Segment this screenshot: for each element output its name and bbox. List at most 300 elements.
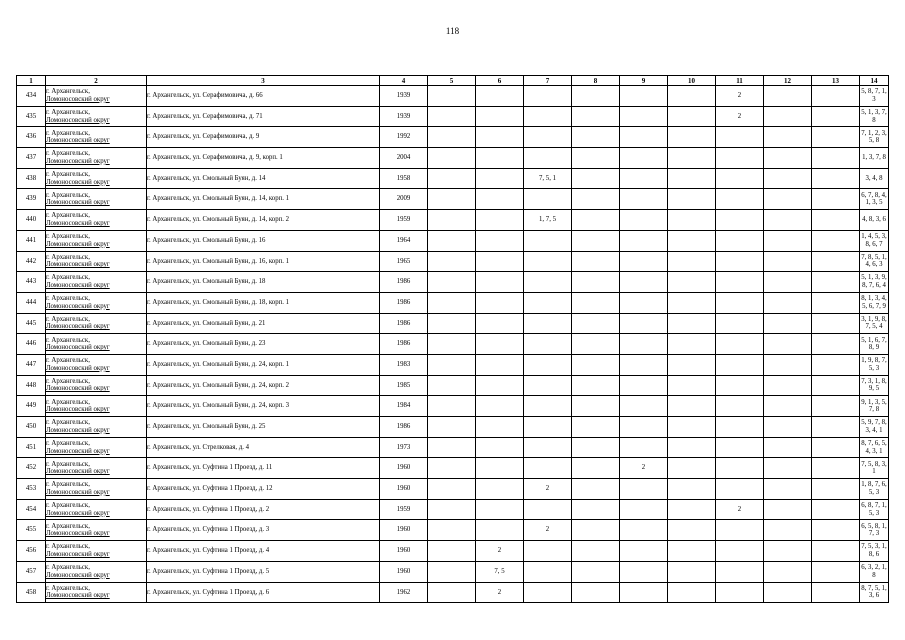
district-name: Ломоносовский округ <box>46 282 110 290</box>
district-cell <box>46 86 147 107</box>
column-header: 7 <box>524 76 572 86</box>
codes-cell: 1, 4, 5, 3, 8, 6, 7 <box>860 230 889 251</box>
column-header: 11 <box>716 76 764 86</box>
value-cell-c6 <box>476 148 524 169</box>
year-cell: 1960 <box>380 479 428 500</box>
district-name: Ломоносовский округ <box>46 219 110 227</box>
district-city: г. Архангельск, <box>46 564 90 572</box>
column-header: 12 <box>764 76 812 86</box>
value-cell-c5 <box>428 334 476 355</box>
value-cell-c9 <box>620 272 668 293</box>
district-cell <box>46 210 147 231</box>
value-cell-c11 <box>716 520 764 541</box>
district-name: Ломоносовский округ <box>46 364 110 372</box>
value-cell-c10 <box>668 541 716 562</box>
value-cell-c10 <box>668 582 716 603</box>
codes-cell: 3, 4, 8 <box>860 168 889 189</box>
value-cell-c7 <box>524 437 572 458</box>
value-cell-c7 <box>524 541 572 562</box>
district-city: г. Архангельск, <box>46 295 90 303</box>
value-cell-c9: 2 <box>620 458 668 479</box>
value-cell-c13 <box>812 354 860 375</box>
row-number-cell: 438 <box>17 168 46 189</box>
value-cell-c8 <box>572 106 620 127</box>
value-cell-c11 <box>716 458 764 479</box>
value-cell-c13 <box>812 251 860 272</box>
row-number-cell: 456 <box>17 541 46 562</box>
value-cell-c7 <box>524 334 572 355</box>
value-cell-c11 <box>716 127 764 148</box>
value-cell-c13 <box>812 230 860 251</box>
year-cell: 1973 <box>380 437 428 458</box>
district-city: г. Архангельск, <box>46 274 90 282</box>
row-number-cell: 445 <box>17 313 46 334</box>
column-header: 3 <box>147 76 380 86</box>
value-cell-c8 <box>572 396 620 417</box>
value-cell-c12 <box>764 499 812 520</box>
row-number-cell: 434 <box>17 86 46 107</box>
district-city: г. Архангельск, <box>46 212 90 220</box>
value-cell-c11 <box>716 561 764 582</box>
district-city: г. Архангельск, <box>46 584 90 592</box>
value-cell-c8 <box>572 127 620 148</box>
district-cell <box>46 458 147 479</box>
value-cell-c12 <box>764 86 812 107</box>
value-cell-c11 <box>716 541 764 562</box>
value-cell-c5 <box>428 499 476 520</box>
value-cell-c10 <box>668 479 716 500</box>
table-row <box>17 127 889 148</box>
year-cell: 1962 <box>380 582 428 603</box>
codes-cell: 6, 5, 8, 1, 7, 3 <box>860 520 889 541</box>
address-cell: г. Архангельск, ул. Серафимовича, д. 9, корп. 1 <box>147 148 380 169</box>
district-name: Ломоносовский округ <box>46 116 110 124</box>
district-name: Ломоносовский округ <box>46 240 110 248</box>
value-cell-c9 <box>620 168 668 189</box>
address-cell: г. Архангельск, ул. Смольный Буян, д. 16 <box>147 230 380 251</box>
value-cell-c5 <box>428 127 476 148</box>
table-row <box>17 86 889 107</box>
value-cell-c12 <box>764 106 812 127</box>
value-cell-c5 <box>428 168 476 189</box>
address-cell: г. Архангельск, ул. Смольный Буян, д. 14, корп. 1 <box>147 189 380 210</box>
value-cell-c12 <box>764 437 812 458</box>
codes-cell: 8, 1, 3, 4, 5, 6, 7, 9 <box>860 292 889 313</box>
value-cell-c11 <box>716 479 764 500</box>
value-cell-c13 <box>812 520 860 541</box>
value-cell-c7 <box>524 106 572 127</box>
value-cell-c11 <box>716 251 764 272</box>
value-cell-c6 <box>476 230 524 251</box>
value-cell-c10 <box>668 313 716 334</box>
value-cell-c5 <box>428 458 476 479</box>
value-cell-c5 <box>428 313 476 334</box>
value-cell-c7 <box>524 375 572 396</box>
value-cell-c13 <box>812 106 860 127</box>
value-cell-c13 <box>812 479 860 500</box>
column-header: 6 <box>476 76 524 86</box>
value-cell-c10 <box>668 499 716 520</box>
row-number-cell: 440 <box>17 210 46 231</box>
row-number-cell: 447 <box>17 354 46 375</box>
value-cell-c8 <box>572 417 620 438</box>
district-name: Ломоносовский округ <box>46 488 110 496</box>
value-cell-c5 <box>428 189 476 210</box>
value-cell-c7 <box>524 148 572 169</box>
row-number-cell: 446 <box>17 334 46 355</box>
value-cell-c10 <box>668 561 716 582</box>
value-cell-c5 <box>428 479 476 500</box>
address-cell: г. Архангельск, ул. Суфтина 1 Проезд, д. 11 <box>147 458 380 479</box>
value-cell-c7 <box>524 354 572 375</box>
value-cell-c8 <box>572 582 620 603</box>
row-number-cell: 435 <box>17 106 46 127</box>
value-cell-c11: 2 <box>716 106 764 127</box>
table-row <box>17 458 889 479</box>
value-cell-c11 <box>716 417 764 438</box>
address-cell: г. Архангельск, ул. Серафимовича, д. 9 <box>147 127 380 148</box>
row-number-cell: 455 <box>17 520 46 541</box>
codes-cell: 7, 5, 3, 1, 8, 6 <box>860 541 889 562</box>
value-cell-c10 <box>668 272 716 293</box>
row-number-cell: 443 <box>17 272 46 293</box>
district-cell <box>46 479 147 500</box>
address-cell: г. Архангельск, ул. Суфтина 1 Проезд, д. 12 <box>147 479 380 500</box>
table-row <box>17 230 889 251</box>
value-cell-c11 <box>716 313 764 334</box>
district-cell <box>46 561 147 582</box>
value-cell-c13 <box>812 313 860 334</box>
value-cell-c12 <box>764 541 812 562</box>
value-cell-c8 <box>572 375 620 396</box>
value-cell-c7 <box>524 582 572 603</box>
address-cell: г. Архангельск, ул. Смольный Буян, д. 25 <box>147 417 380 438</box>
value-cell-c13 <box>812 189 860 210</box>
codes-cell: 8, 7, 6, 5, 4, 3, 1 <box>860 437 889 458</box>
row-number-cell: 452 <box>17 458 46 479</box>
year-cell: 1984 <box>380 396 428 417</box>
district-city: г. Архангельск, <box>46 253 90 261</box>
value-cell-c12 <box>764 292 812 313</box>
value-cell-c13 <box>812 168 860 189</box>
district-city: г. Архангельск, <box>46 357 90 365</box>
value-cell-c9 <box>620 437 668 458</box>
district-cell <box>46 396 147 417</box>
district-cell <box>46 106 147 127</box>
address-cell: г. Архангельск, ул. Суфтина 1 Проезд, д. 4 <box>147 541 380 562</box>
value-cell-c13 <box>812 437 860 458</box>
value-cell-c8 <box>572 458 620 479</box>
register-table <box>16 75 889 603</box>
district-city: г. Архангельск, <box>46 398 90 406</box>
year-cell: 1986 <box>380 272 428 293</box>
value-cell-c10 <box>668 396 716 417</box>
value-cell-c7 <box>524 313 572 334</box>
value-cell-c9 <box>620 230 668 251</box>
district-cell <box>46 499 147 520</box>
value-cell-c8 <box>572 230 620 251</box>
district-name: Ломоносовский округ <box>46 447 110 455</box>
value-cell-c8 <box>572 313 620 334</box>
district-city: г. Архангельск, <box>46 377 90 385</box>
value-cell-c8 <box>572 334 620 355</box>
value-cell-c11 <box>716 334 764 355</box>
value-cell-c12 <box>764 334 812 355</box>
value-cell-c6 <box>476 313 524 334</box>
value-cell-c6 <box>476 292 524 313</box>
address-cell: г. Архангельск, ул. Смольный Буян, д. 24, корп. 1 <box>147 354 380 375</box>
codes-cell: 1, 9, 8, 7, 5, 3 <box>860 354 889 375</box>
value-cell-c6: 7, 5 <box>476 561 524 582</box>
value-cell-c13 <box>812 334 860 355</box>
table-row <box>17 313 889 334</box>
address-cell: г. Архангельск, ул. Смольный Буян, д. 18, корп. 1 <box>147 292 380 313</box>
column-header: 8 <box>572 76 620 86</box>
value-cell-c12 <box>764 375 812 396</box>
value-cell-c13 <box>812 561 860 582</box>
column-header: 5 <box>428 76 476 86</box>
address-cell: г. Архангельск, ул. Суфтина 1 Проезд, д. 5 <box>147 561 380 582</box>
value-cell-c10 <box>668 230 716 251</box>
value-cell-c12 <box>764 168 812 189</box>
district-cell <box>46 375 147 396</box>
district-name: Ломоносовский округ <box>46 199 110 207</box>
column-header: 4 <box>380 76 428 86</box>
value-cell-c12 <box>764 313 812 334</box>
row-number-cell: 453 <box>17 479 46 500</box>
district-cell <box>46 272 147 293</box>
value-cell-c7: 2 <box>524 479 572 500</box>
value-cell-c12 <box>764 127 812 148</box>
value-cell-c5 <box>428 292 476 313</box>
value-cell-c8 <box>572 561 620 582</box>
value-cell-c6 <box>476 251 524 272</box>
value-cell-c10 <box>668 189 716 210</box>
value-cell-c10 <box>668 520 716 541</box>
value-cell-c13 <box>812 396 860 417</box>
address-cell: г. Архангельск, ул. Смольный Буян, д. 16, корп. 1 <box>147 251 380 272</box>
table-row <box>17 210 889 231</box>
column-header: 14 <box>860 76 889 86</box>
year-cell: 1939 <box>380 106 428 127</box>
value-cell-c7 <box>524 396 572 417</box>
district-cell <box>46 417 147 438</box>
district-cell <box>46 520 147 541</box>
row-number-cell: 458 <box>17 582 46 603</box>
district-cell <box>46 313 147 334</box>
year-cell: 1960 <box>380 561 428 582</box>
table-row <box>17 541 889 562</box>
value-cell-c9 <box>620 210 668 231</box>
value-cell-c9 <box>620 106 668 127</box>
value-cell-c8 <box>572 251 620 272</box>
value-cell-c10 <box>668 292 716 313</box>
address-cell: г. Архангельск, ул. Смольный Буян, д. 23 <box>147 334 380 355</box>
year-cell: 1986 <box>380 292 428 313</box>
value-cell-c6 <box>476 334 524 355</box>
table-row <box>17 417 889 438</box>
codes-cell: 6, 8, 7, 1, 5, 3 <box>860 499 889 520</box>
value-cell-c9 <box>620 541 668 562</box>
address-cell: г. Архангельск, ул. Смольный Буян, д. 24, корп. 3 <box>147 396 380 417</box>
column-header: 1 <box>17 76 46 86</box>
district-cell <box>46 582 147 603</box>
value-cell-c12 <box>764 417 812 438</box>
year-cell: 1983 <box>380 354 428 375</box>
address-cell: г. Архангельск, ул. Смольный Буян, д. 24, корп. 2 <box>147 375 380 396</box>
table-row <box>17 272 889 293</box>
row-number-cell: 439 <box>17 189 46 210</box>
district-name: Ломоносовский округ <box>46 426 110 434</box>
district-cell <box>46 230 147 251</box>
district-city: г. Архангельск, <box>46 419 90 427</box>
value-cell-c5 <box>428 437 476 458</box>
district-cell <box>46 148 147 169</box>
value-cell-c5 <box>428 86 476 107</box>
value-cell-c7 <box>524 86 572 107</box>
year-cell: 2009 <box>380 189 428 210</box>
value-cell-c9 <box>620 354 668 375</box>
address-cell: г. Архангельск, ул. Смольный Буян, д. 21 <box>147 313 380 334</box>
value-cell-c8 <box>572 148 620 169</box>
codes-cell: 4, 8, 3, 6 <box>860 210 889 231</box>
value-cell-c9 <box>620 561 668 582</box>
value-cell-c5 <box>428 230 476 251</box>
value-cell-c9 <box>620 334 668 355</box>
value-cell-c9 <box>620 417 668 438</box>
address-cell: г. Архангельск, ул. Смольный Буян, д. 14, корп. 2 <box>147 210 380 231</box>
district-city: г. Архангельск, <box>46 233 90 241</box>
row-number-cell: 450 <box>17 417 46 438</box>
value-cell-c6 <box>476 396 524 417</box>
table-header-row <box>17 76 889 86</box>
value-cell-c8 <box>572 86 620 107</box>
value-cell-c5 <box>428 417 476 438</box>
row-number-cell: 442 <box>17 251 46 272</box>
value-cell-c6 <box>476 168 524 189</box>
address-cell: г. Архангельск, ул. Суфтина 1 Проезд, д. 6 <box>147 582 380 603</box>
value-cell-c8 <box>572 541 620 562</box>
column-header: 10 <box>668 76 716 86</box>
codes-cell: 5, 9, 7, 8, 3, 4, 1 <box>860 417 889 438</box>
value-cell-c7 <box>524 417 572 438</box>
value-cell-c6 <box>476 106 524 127</box>
value-cell-c6 <box>476 86 524 107</box>
value-cell-c7 <box>524 499 572 520</box>
district-cell <box>46 127 147 148</box>
value-cell-c9 <box>620 313 668 334</box>
year-cell: 1958 <box>380 168 428 189</box>
district-city: г. Архангельск, <box>46 150 90 158</box>
value-cell-c11 <box>716 148 764 169</box>
district-cell <box>46 292 147 313</box>
table-row <box>17 168 889 189</box>
value-cell-c10 <box>668 168 716 189</box>
value-cell-c11: 2 <box>716 499 764 520</box>
codes-cell: 8, 7, 5, 1, 3, 6 <box>860 582 889 603</box>
value-cell-c10 <box>668 210 716 231</box>
value-cell-c9 <box>620 375 668 396</box>
year-cell: 1960 <box>380 541 428 562</box>
codes-cell: 1, 3, 7, 8 <box>860 148 889 169</box>
value-cell-c11 <box>716 230 764 251</box>
value-cell-c13 <box>812 375 860 396</box>
table-row <box>17 292 889 313</box>
value-cell-c7 <box>524 561 572 582</box>
value-cell-c8 <box>572 292 620 313</box>
value-cell-c13 <box>812 582 860 603</box>
year-cell: 1985 <box>380 375 428 396</box>
row-number-cell: 449 <box>17 396 46 417</box>
district-cell <box>46 541 147 562</box>
district-city: г. Архангельск, <box>46 481 90 489</box>
district-cell <box>46 354 147 375</box>
value-cell-c12 <box>764 354 812 375</box>
year-cell: 2004 <box>380 148 428 169</box>
row-number-cell: 451 <box>17 437 46 458</box>
value-cell-c6 <box>476 479 524 500</box>
district-city: г. Архангельск, <box>46 88 90 96</box>
codes-cell: 7, 1, 2, 3, 5, 8 <box>860 127 889 148</box>
value-cell-c6: 2 <box>476 582 524 603</box>
address-cell: г. Архангельск, ул. Смольный Буян, д. 14 <box>147 168 380 189</box>
codes-cell: 5, 1, 6, 7, 8, 9 <box>860 334 889 355</box>
value-cell-c13 <box>812 148 860 169</box>
year-cell: 1959 <box>380 210 428 231</box>
value-cell-c11 <box>716 189 764 210</box>
value-cell-c8 <box>572 520 620 541</box>
value-cell-c8 <box>572 210 620 231</box>
value-cell-c6 <box>476 458 524 479</box>
value-cell-c7 <box>524 189 572 210</box>
district-name: Ломоносовский округ <box>46 406 110 414</box>
value-cell-c10 <box>668 417 716 438</box>
value-cell-c8 <box>572 354 620 375</box>
district-city: г. Архангельск, <box>46 191 90 199</box>
value-cell-c10 <box>668 127 716 148</box>
value-cell-c11 <box>716 210 764 231</box>
value-cell-c5 <box>428 251 476 272</box>
address-cell: г. Архангельск, ул. Суфтина 1 Проезд, д. 3 <box>147 520 380 541</box>
table-row <box>17 396 889 417</box>
district-cell <box>46 189 147 210</box>
value-cell-c13 <box>812 541 860 562</box>
year-cell: 1986 <box>380 417 428 438</box>
district-city: г. Архангельск, <box>46 171 90 178</box>
district-name: Ломоносовский округ <box>46 323 110 331</box>
value-cell-c7 <box>524 292 572 313</box>
value-cell-c11 <box>716 396 764 417</box>
table-row <box>17 375 889 396</box>
value-cell-c9 <box>620 127 668 148</box>
district-city: г. Архангельск, <box>46 336 90 344</box>
address-cell: г. Архангельск, ул. Суфтина 1 Проезд, д. 2 <box>147 499 380 520</box>
value-cell-c8 <box>572 479 620 500</box>
district-name: Ломоносовский округ <box>46 344 110 352</box>
district-city: г. Архангельск, <box>46 460 90 468</box>
district-name: Ломоносовский округ <box>46 571 110 579</box>
year-cell: 1959 <box>380 499 428 520</box>
district-name: Ломоносовский округ <box>46 592 110 600</box>
value-cell-c5 <box>428 561 476 582</box>
value-cell-c13 <box>812 127 860 148</box>
district-name: Ломоносовский округ <box>46 261 110 269</box>
value-cell-c9 <box>620 396 668 417</box>
codes-cell: 7, 8, 5, 1, 4, 6, 3 <box>860 251 889 272</box>
year-cell: 1960 <box>380 458 428 479</box>
value-cell-c10 <box>668 334 716 355</box>
codes-cell: 6, 7, 8, 4, 1, 3, 5 <box>860 189 889 210</box>
